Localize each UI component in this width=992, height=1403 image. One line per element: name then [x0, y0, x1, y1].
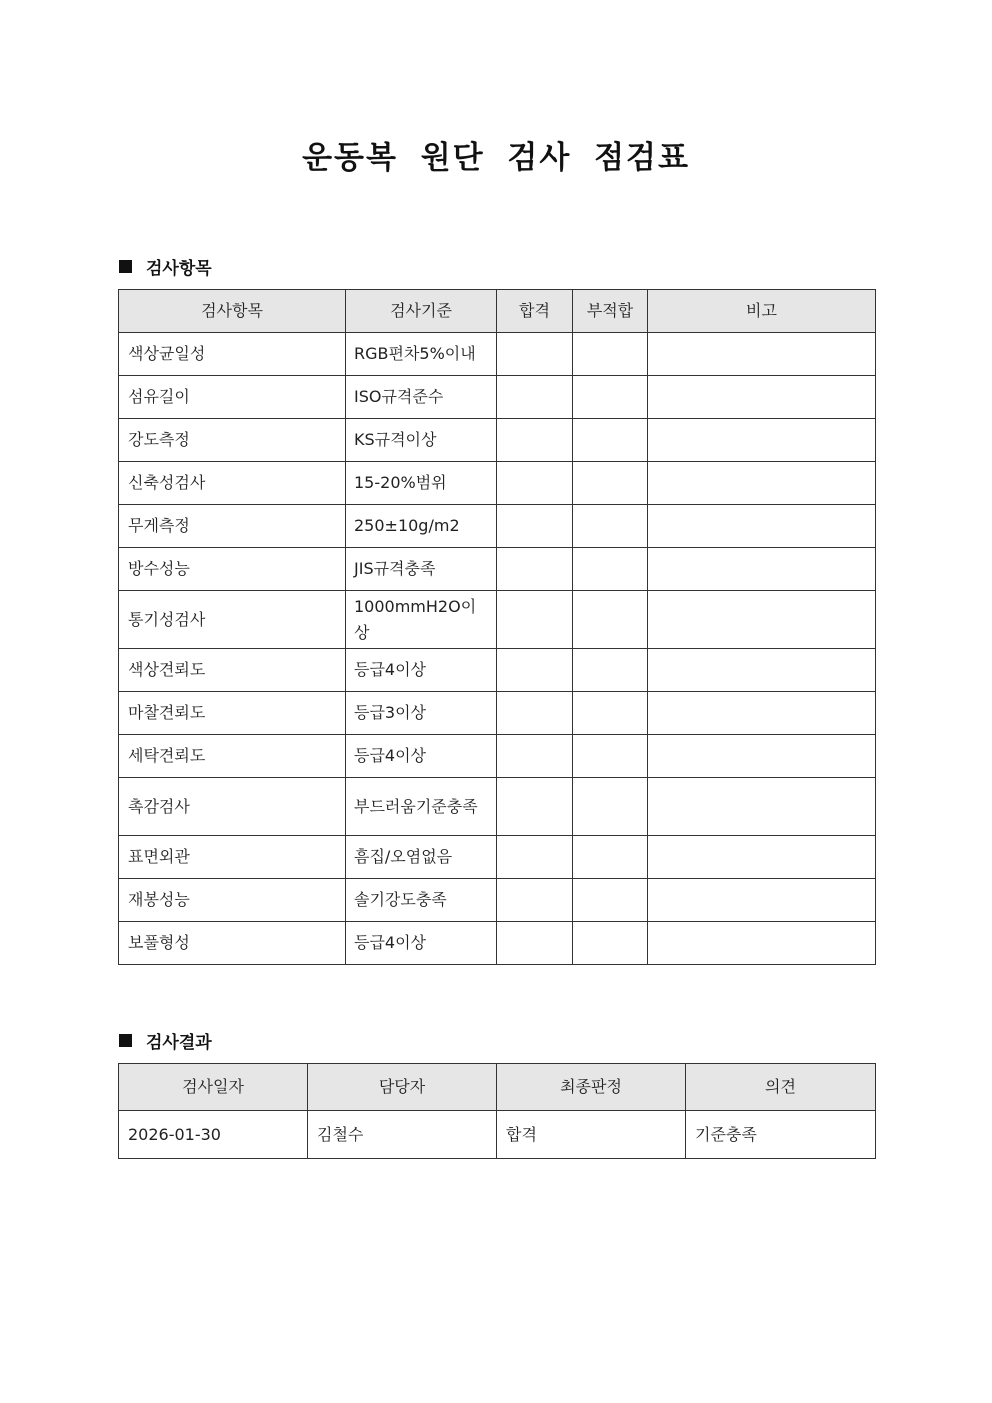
table-row [119, 879, 876, 922]
column-header-fail: 부적합 [573, 290, 648, 333]
pass-cell[interactable] [497, 692, 573, 735]
final-verdict-cell: 합격 [497, 1111, 686, 1159]
table-row [119, 333, 876, 376]
fail-cell[interactable] [573, 922, 648, 965]
note-cell[interactable] [648, 836, 876, 879]
inspection-items-heading-label: 검사항목 [146, 259, 212, 279]
note-cell[interactable] [648, 505, 876, 548]
note-cell[interactable] [648, 778, 876, 836]
standard-cell: 부드러움기준충족 [346, 778, 497, 836]
item-name-cell: 섬유길이 [119, 376, 346, 419]
fail-cell[interactable] [573, 778, 648, 836]
note-cell[interactable] [648, 419, 876, 462]
standard-cell: 솔기강도충족 [346, 879, 497, 922]
inspection-result-heading [119, 1028, 212, 1053]
note-cell[interactable] [648, 333, 876, 376]
pass-cell[interactable] [497, 548, 573, 591]
standard-cell: 등급4이상 [346, 735, 497, 778]
column-header-note: 비고 [648, 290, 876, 333]
pass-cell[interactable] [497, 333, 573, 376]
table-row [119, 505, 876, 548]
fail-cell[interactable] [573, 879, 648, 922]
note-cell[interactable] [648, 922, 876, 965]
fail-cell[interactable] [573, 591, 648, 649]
item-name-cell: 색상균일성 [119, 333, 346, 376]
standard-cell: JIS규격충족 [346, 548, 497, 591]
table-row [119, 548, 876, 591]
item-name-cell: 신축성검사 [119, 462, 346, 505]
pass-cell[interactable] [497, 836, 573, 879]
pass-cell[interactable] [497, 591, 573, 649]
column-header-inspector: 담당자 [308, 1064, 497, 1111]
pass-cell[interactable] [497, 735, 573, 778]
table-row [119, 591, 876, 649]
table-row [119, 836, 876, 879]
column-header-item: 검사항목 [119, 290, 346, 333]
item-name-cell: 마찰견뢰도 [119, 692, 346, 735]
table-row [119, 692, 876, 735]
inspector-cell: 김철수 [308, 1111, 497, 1159]
inspection-date-cell: 2026-01-30 [119, 1111, 308, 1159]
item-name-cell: 강도측정 [119, 419, 346, 462]
table-header-row [119, 290, 876, 333]
note-cell[interactable] [648, 376, 876, 419]
inspection-result-heading-label: 검사결과 [146, 1033, 212, 1053]
fail-cell[interactable] [573, 735, 648, 778]
note-cell[interactable] [648, 692, 876, 735]
table-row [119, 419, 876, 462]
pass-cell[interactable] [497, 879, 573, 922]
fail-cell[interactable] [573, 462, 648, 505]
item-name-cell: 촉감검사 [119, 778, 346, 836]
standard-cell: KS규격이상 [346, 419, 497, 462]
note-cell[interactable] [648, 548, 876, 591]
table-row [119, 1111, 876, 1159]
pass-cell[interactable] [497, 505, 573, 548]
pass-cell[interactable] [497, 376, 573, 419]
standard-cell: 1000mmH2O이상 [346, 591, 497, 649]
fail-cell[interactable] [573, 692, 648, 735]
note-cell[interactable] [648, 649, 876, 692]
inspection-items-heading [119, 254, 212, 279]
fail-cell[interactable] [573, 649, 648, 692]
column-header-opinion: 의견 [686, 1064, 876, 1111]
pass-cell[interactable] [497, 778, 573, 836]
item-name-cell: 세탁견뢰도 [119, 735, 346, 778]
pass-cell[interactable] [497, 922, 573, 965]
note-cell[interactable] [648, 735, 876, 778]
standard-cell: 등급4이상 [346, 649, 497, 692]
column-header-pass: 합격 [497, 290, 573, 333]
table-row [119, 922, 876, 965]
fail-cell[interactable] [573, 836, 648, 879]
fail-cell[interactable] [573, 419, 648, 462]
pass-cell[interactable] [497, 419, 573, 462]
table-header-row [119, 1064, 876, 1111]
item-name-cell: 보풀형성 [119, 922, 346, 965]
fail-cell[interactable] [573, 505, 648, 548]
fail-cell[interactable] [573, 548, 648, 591]
column-header-verdict: 최종판정 [497, 1064, 686, 1111]
column-header-date: 검사일자 [119, 1064, 308, 1111]
square-bullet-icon [119, 1034, 132, 1047]
item-name-cell: 재봉성능 [119, 879, 346, 922]
item-name-cell: 방수성능 [119, 548, 346, 591]
standard-cell: 흠집/오염없음 [346, 836, 497, 879]
table-row [119, 735, 876, 778]
square-bullet-icon [119, 260, 132, 273]
standard-cell: 등급3이상 [346, 692, 497, 735]
standard-cell: 등급4이상 [346, 922, 497, 965]
table-row [119, 649, 876, 692]
table-row [119, 778, 876, 836]
opinion-cell: 기준충족 [686, 1111, 876, 1159]
note-cell[interactable] [648, 879, 876, 922]
standard-cell: 15-20%범위 [346, 462, 497, 505]
inspection-items-table [118, 289, 876, 965]
fail-cell[interactable] [573, 376, 648, 419]
standard-cell: 250±10g/m2 [346, 505, 497, 548]
note-cell[interactable] [648, 462, 876, 505]
table-row [119, 376, 876, 419]
fail-cell[interactable] [573, 333, 648, 376]
standard-cell: ISO규격준수 [346, 376, 497, 419]
pass-cell[interactable] [497, 649, 573, 692]
item-name-cell: 색상견뢰도 [119, 649, 346, 692]
note-cell[interactable] [648, 591, 876, 649]
inspection-result-table [118, 1063, 876, 1159]
item-name-cell: 표면외관 [119, 836, 346, 879]
standard-cell: RGB편차5%이내 [346, 333, 497, 376]
column-header-standard: 검사기준 [346, 290, 497, 333]
document-title: 운동복 원단 검사 점검표 [302, 140, 690, 176]
pass-cell[interactable] [497, 462, 573, 505]
table-row [119, 462, 876, 505]
item-name-cell: 통기성검사 [119, 591, 346, 649]
item-name-cell: 무게측정 [119, 505, 346, 548]
